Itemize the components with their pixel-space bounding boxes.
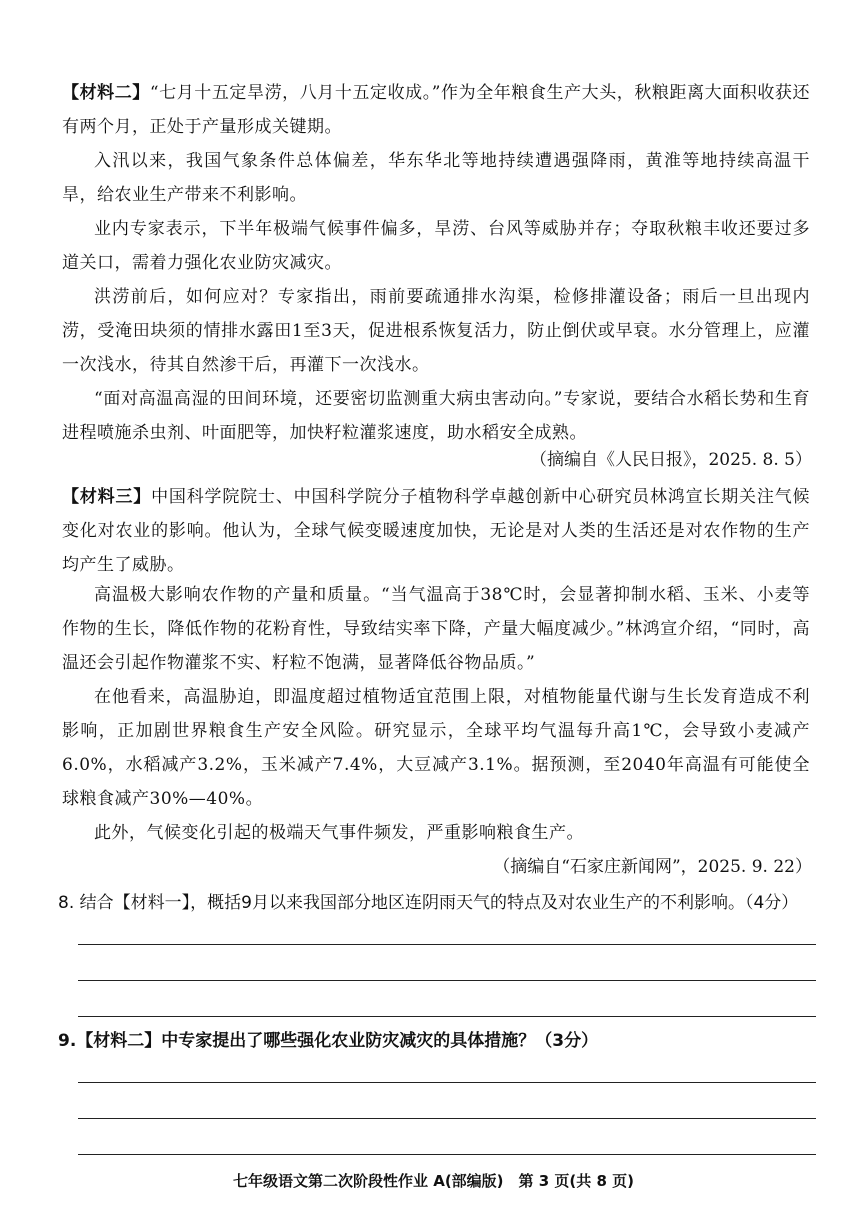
material2-paragraph-3: 业内专家表示，下半年极端气候事件偏多，旱涝、台风等威胁并存；夺取秋粮丰收还要过多道关口，需着力强化农业防灾减灾。: [62, 219, 810, 273]
material2-paragraph-1: [62, 76, 810, 144]
answer-line-q8-1: [78, 944, 816, 945]
material3-p1-text: 中国科学院院士、中国科学院分子植物科学卓越创新中心研究员林鸿宣长期关注气候变化对农业的影响。他认为，全球气候变暖速度加快，无论是对人类的生活还是对农作物的生产均产生了威胁。: [62, 487, 811, 575]
answer-line-q9-2: [78, 1118, 816, 1119]
material2-paragraph-5: “面对高温高湿的田间环境，还要密切监测重大病虫害动向。”专家说，要结合水稻长势和生育进程喷施杀虫剂、叶面肥等，加快籽粒灌浆速度，助水稻安全成熟。: [62, 389, 810, 443]
material2-paragraph-4: 洪涝前后，如何应对？专家指出，雨前要疏通排水沟渠，检修排灌设备；雨后一旦出现内涝，受淹田块须的情排水露田1至3天，促进根系恢复活力，防止倒伏或早衰。水分管理上，应灌一次浅水，待其自然渗干后，再灌下一次浅水。: [62, 287, 810, 375]
material2-paragraph-2: 入汛以来，我国气象条件总体偏差，华东华北等地持续遭遇强降雨，黄淮等地持续高温干旱，给农业生产带来不利影响。: [62, 151, 810, 205]
material3-paragraph-3: 在他看来，高温胁迫，即温度超过植物适宜范围上限，对植物能量代谢与生长发育造成不利影响，正加剧世界粮食生产安全风险。研究显示，全球平均气温每升高1℃，会导致小麦减产6.0%，水稻减产3.2%，玉米减产7.4%，大豆减产3.1%。据预测，至2040年高温有可能使全球粮食减产30%—40%。: [62, 687, 810, 809]
material3-paragraph-2: 高温极大影响农作物的产量和质量。“当气温高于38℃时，会显著抑制水稻、玉米、小麦等作物的生长，降低作物的花粉育性，导致结实率下降，产量大幅度减少。”林鸿宣介绍，“同时，高温还会引起作物灌浆不实、籽粒不饱满，显著降低谷物品质。”: [62, 585, 810, 673]
answer-line-q9-1: [78, 1082, 816, 1083]
material2-tag: 【材料二】: [62, 83, 150, 103]
page-footer: 七年级语文第二次阶段性作业 A(部编版) 第 3 页(共 8 页): [232, 1172, 635, 1190]
material3-paragraph-4: 此外，气候变化引起的极端天气事件频发，严重影响粮食生产。: [94, 823, 584, 843]
material2-source: （摘编自《人民日报》，2025. 8. 5）: [529, 450, 812, 470]
material3-source: （摘编自“石家庄新闻网”，2025. 9. 22）: [493, 857, 812, 877]
answer-line-q8-2: [78, 980, 816, 981]
material2-p1-text: “七月十五定旱涝，八月十五定收成。”作为全年粮食生产大头，秋粮距离大面积收获还有两个月，正处于产量形成关键期。: [62, 83, 811, 137]
material3-paragraph-1: [62, 480, 810, 582]
material3-tag: 【材料三】: [62, 487, 152, 507]
answer-line-q8-3: [78, 1016, 816, 1017]
answer-line-q9-3: [78, 1154, 816, 1155]
question-9: 9.【材料二】中专家提出了哪些强化农业防灾减灾的具体措施？（3分）: [58, 1031, 599, 1051]
question-8: 8. 结合【材料一】，概括9月以来我国部分地区连阴雨天气的特点及对农业生产的不利影响。（4分）: [58, 893, 799, 913]
